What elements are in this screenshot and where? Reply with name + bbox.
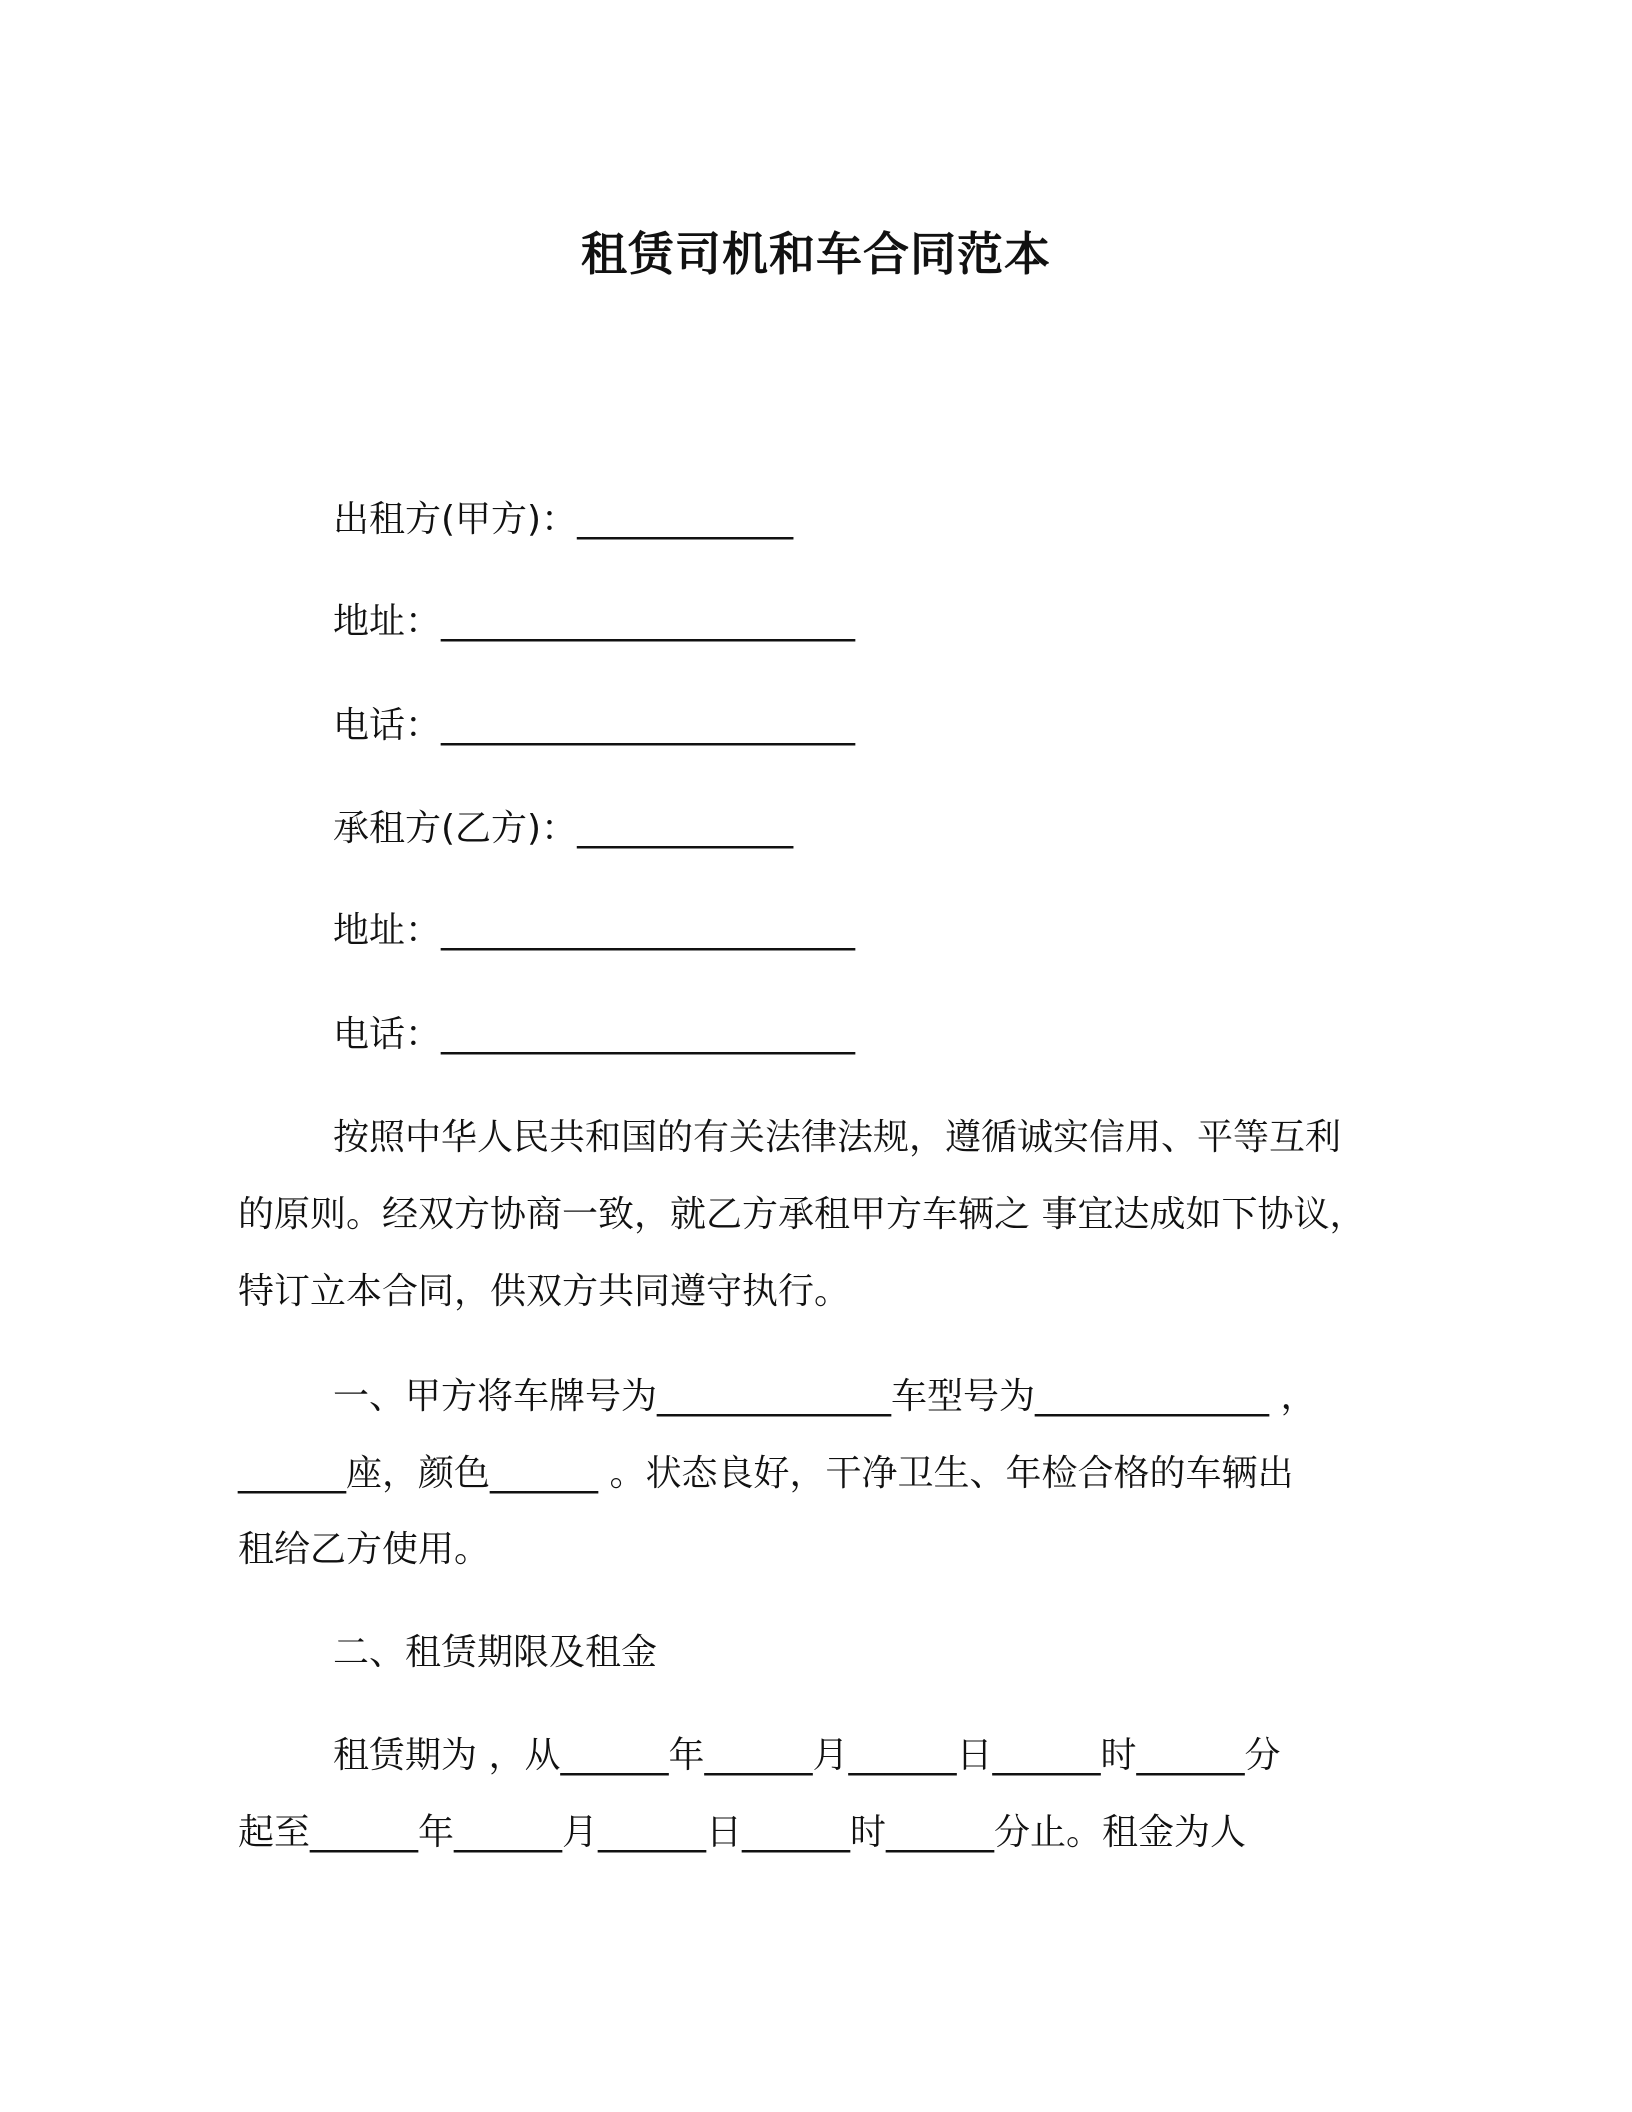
lessor-address-blank: _______________________ bbox=[441, 601, 856, 642]
lessor-label: 出租方(甲方)： bbox=[333, 499, 578, 540]
clause1-line: ______座，颜色______ 。状态良好，干净卫生、年检合格的车辆出 bbox=[238, 1453, 1294, 1494]
lessee-address-label: 地址： bbox=[333, 910, 442, 951]
clause2-line: 租赁期为 ，从______年______月______日______时______分 bbox=[333, 1735, 1281, 1776]
clause1-line: 租给乙方使用。 bbox=[238, 1529, 491, 1570]
lessee-phone-blank: _______________________ bbox=[441, 1014, 856, 1055]
lessee-address-blank: _______________________ bbox=[441, 910, 856, 951]
lessee-label: 承租方(乙方)： bbox=[333, 808, 578, 849]
clause1-line: 一、甲方将车牌号为_____________车型号为_____________ ， bbox=[333, 1376, 1317, 1417]
lessor-blank: ____________ bbox=[577, 499, 794, 540]
lessee-field bbox=[333, 806, 793, 852]
lessor-phone-blank: _______________________ bbox=[441, 705, 856, 746]
lessor-address-field bbox=[333, 599, 855, 645]
preamble-line: 的原则。经双方协商一致，就乙方承租甲方车辆之 事宜达成如下协议， bbox=[238, 1194, 1366, 1235]
preamble-line: 特订立本合同，供双方共同遵守执行。 bbox=[238, 1271, 851, 1312]
lessee-blank: ____________ bbox=[577, 808, 794, 849]
lessee-phone-label: 电话： bbox=[333, 1014, 442, 1055]
clause2-heading: 二、租赁期限及租金 bbox=[333, 1632, 658, 1673]
lessee-address-field bbox=[333, 908, 855, 954]
lessor-address-label: 地址： bbox=[333, 601, 442, 642]
clause2-line: 起至______年______月______日______时______分止。租金为人 bbox=[238, 1812, 1247, 1853]
preamble-line: 按照中华人民共和国的有关法律法规，遵循诚实信用、平等互利 bbox=[333, 1117, 1342, 1158]
document-title: 租赁司机和车合同范本 bbox=[581, 227, 1051, 281]
lessor-field bbox=[333, 497, 793, 543]
lessor-phone-label: 电话： bbox=[333, 705, 442, 746]
lessor-phone-field bbox=[333, 703, 855, 749]
lessee-phone-field bbox=[333, 1012, 855, 1058]
